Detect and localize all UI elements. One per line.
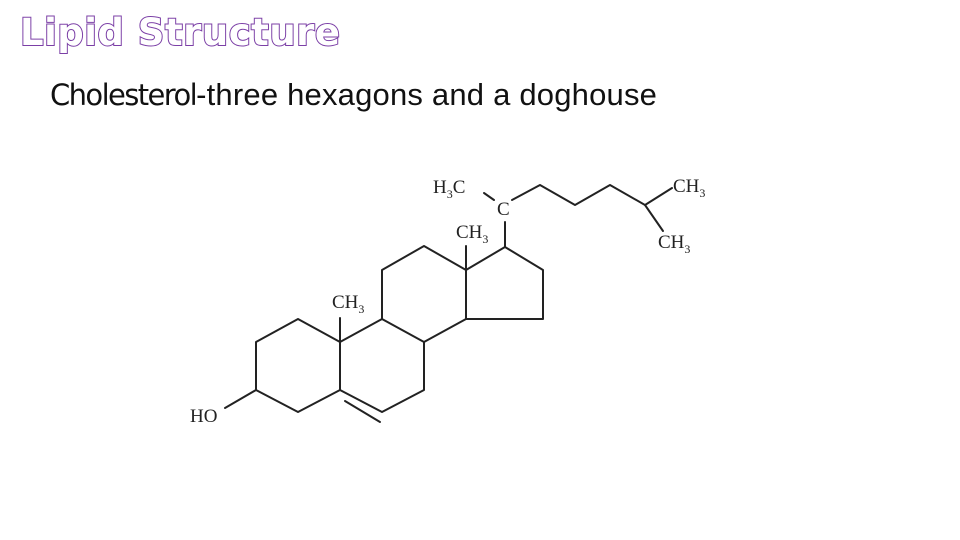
ch3-c18-label: $CH_3$: [456, 222, 489, 246]
h3c-label: $H_3C$: [433, 177, 466, 201]
ring-d-bonds: [466, 247, 543, 319]
ho-label: HO: [190, 406, 218, 427]
hydroxyl-bond: [225, 390, 256, 408]
ch3-isopropyl-label: $CH_3$: [658, 232, 691, 256]
ring-b-bonds: [340, 319, 424, 412]
c20-c21-bond: [484, 193, 494, 200]
ring-c-bonds: [382, 246, 466, 342]
ch3-terminal-label: $CH_3$: [673, 176, 706, 200]
subtitle-term: Cholesterol: [50, 78, 197, 112]
side-chain-bonds: [512, 185, 672, 205]
slide-title: Lipid Structure: [20, 11, 341, 54]
ring-a-bonds: [256, 319, 340, 412]
ch3-c19-label: $CH_3$: [332, 292, 365, 316]
c5-c6-double-bond: [345, 401, 380, 422]
subtitle-rest: -three hexagons and a doghouse: [196, 77, 658, 112]
c25-c27-bond: [645, 205, 663, 231]
side-chain-c-label: C: [497, 199, 510, 220]
